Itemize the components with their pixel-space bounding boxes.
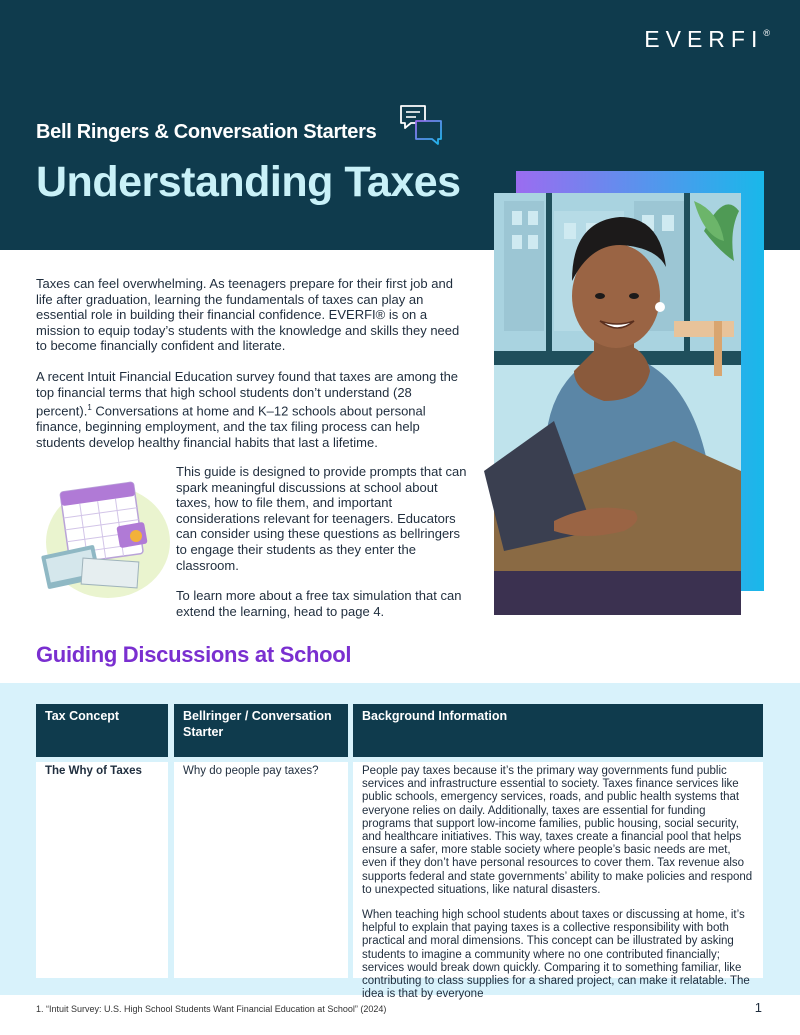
student-laptop-illustration — [494, 171, 764, 615]
calendar-documents-illustration — [38, 472, 172, 602]
section-title: Guiding Discussions at School — [36, 642, 352, 667]
intro-paragraph-2: A recent Intuit Financial Education survey found that taxes are among the top financial terms that high school students don’t understand (28 percent).$^1$ Conversations at home and K–12 schools about personal finance, beginning employment, and the tax filing process can help students develop healthy financial habits that last a lifetime. — [36, 368, 459, 450]
guide-paragraph: This guide is designed to provide prompts that can spark meaningful discussions at school about taxes, how to file them, and important considerations relevant for teenagers. Educators can consider using these questions as bellringers to engage their students as they enter the classroom. — [176, 464, 467, 573]
table-header-background: Background Information — [353, 704, 763, 757]
page-number: 1 — [754, 1000, 762, 1015]
chat-bubbles-icon — [398, 103, 444, 147]
page-title: Understanding Taxes — [36, 158, 461, 206]
footnote-marker: 1 — [87, 403, 92, 413]
simulation-paragraph: To learn more about a free tax simulation that can extend the learning, head to page 4. — [176, 588, 462, 619]
table-header-bellringer: Bellringer / Conversation Starter — [174, 704, 348, 757]
table-header-tax-concept: Tax Concept — [36, 704, 168, 757]
background-paragraph-1: People pay taxes because it’s the primary way governments fund public services and infrastructure essential to society. Taxes finance services like public schools, emergency services, roads, and public health systems that everyone relies on daily. Additionally, taxes are essential for funding programs that support low-income families, public housing, social security, and healthcare initiatives. This way, taxes create a financial pool that helps ensure a safer, more stable society where people’s basic needs are met, even if they don’t have personal resources to cover them. Tax revenue also supports federal and state governments’ ability to make policies and respond to unexpected situations, like natural disasters. — [362, 765, 753, 896]
table-cell-concept: The Why of Taxes — [36, 762, 168, 978]
table-cell-starter: Why do people pay taxes? — [174, 762, 348, 978]
intro-text — [36, 276, 468, 465]
intro-paragraph-1: Taxes can feel overwhelming. As teenagers prepare for their first job and life after graduation, learning the fundamentals of taxes can play an essential role in building their financial confidence. EVERFI® is on a mission to equip today’s students with the knowledge and skills they need to become financially confident and literate. — [36, 276, 460, 354]
background-paragraph-2: When teaching high school students about taxes or discussing at home, it’s helpful to explain that paying taxes is a collective responsibility with both practical and moral dimensions. This concept can be illustrated by asking students to imagine a community where no one contributed financially; services would break down quickly. Comparing it to something familiar, like contributing to class supplies for a shared project, can make it relatable. The idea is that by everyone — [362, 909, 750, 1001]
table-cell-background — [353, 762, 763, 1001]
guide-text — [176, 464, 472, 634]
kicker-heading: Bell Ringers & Conversation Starters — [36, 121, 377, 143]
everfi-logo: EVERFI® — [644, 26, 770, 52]
footnote: 1. “Intuit Survey: U.S. High School Students Want Financial Education at School” (2024) — [36, 1004, 387, 1014]
